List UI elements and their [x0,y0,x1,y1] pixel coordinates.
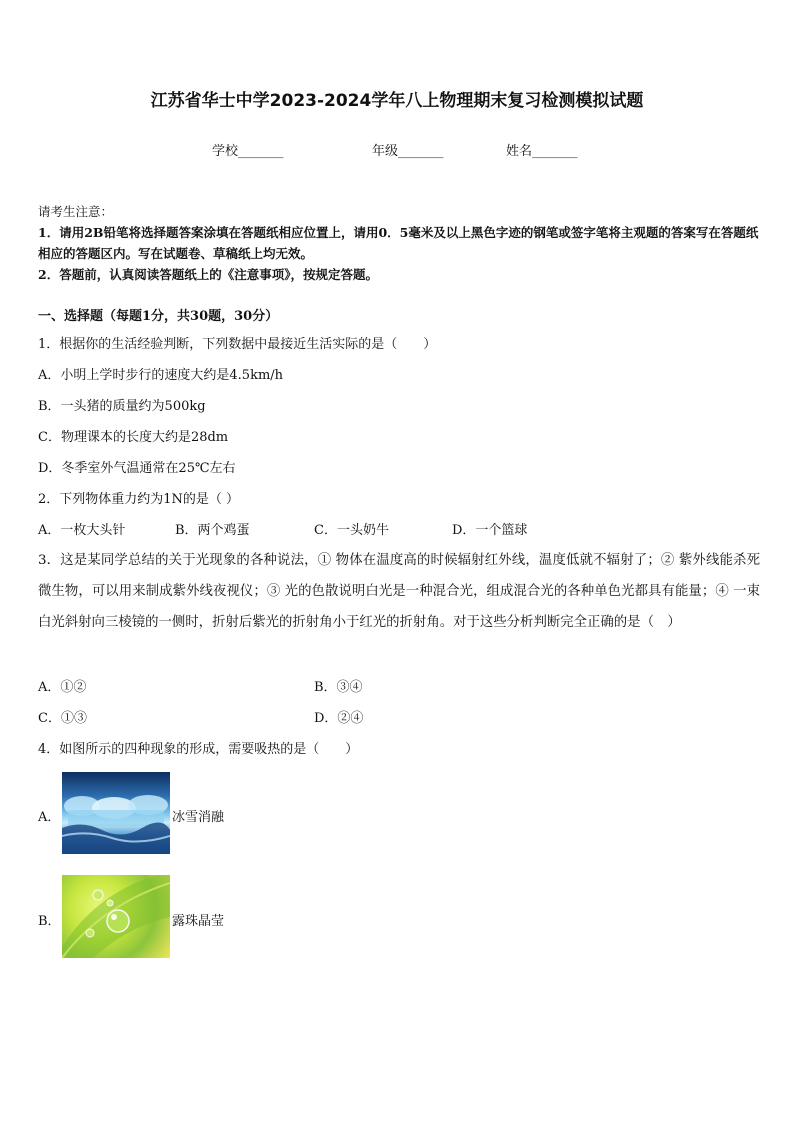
exam-title: 江苏省华士中学2023-2024学年八上物理期末复习检测模拟试题 [150,91,644,111]
question-3-stem: 3．这是某同学总结的关于光现象的各种说法，① 物体在温度高的时候辐射红外线，温度低就不辐射了；② 紫外线能杀死微生物，可以用来制成紫外线夜视仪；③ 光的色散说明白光是一种混合光，组成混合光的各种单色光都具有能量；④ 一束白光斜射向三棱镜的一侧时，折射后紫光的折射角小于红光的折射角。对于这些分析判断完全正确的是（ ） [38,553,760,630]
q1-option-d[interactable]: D．冬季室外气温通常在25℃左右 [38,461,236,476]
school-blank: _______ [238,144,284,159]
school-label: 学校 [212,144,239,159]
grade-label: 年级 [372,144,399,159]
name-label: 姓名 [506,144,533,159]
q3-option-c[interactable]: C．①③ [38,711,87,726]
name-field[interactable] [506,140,578,159]
grade-blank: _______ [398,144,444,159]
student-info-fields [0,140,794,160]
q4-option-a-letter[interactable]: A． [38,810,61,825]
question-2-stem: 2．下列物体重力约为1N的是（ ） [38,492,240,507]
q4-option-a-caption: 冰雪消融 [172,810,225,825]
dewdrops-on-leaf-picture [62,875,170,958]
school-field[interactable] [212,140,284,159]
question-4-stem: 4．如图所示的四种现象的形成，需要吸热的是（ ） [38,742,359,757]
q4-option-b-caption: 露珠晶莹 [172,914,225,929]
melting-ice-waterfall-picture [62,772,170,854]
q3-option-b[interactable]: B．③④ [314,680,363,695]
grade-field[interactable] [372,140,444,159]
q4-option-a-image[interactable] [62,772,170,854]
notice-item-1: 1．请用2B铅笔将选择题答案涂填在答题纸相应位置上，请用0．5毫米及以上黑色字迹的钢笔或签字笔将主观题的答案写在答题纸相应的答题区内。写在试题卷、草稿纸上均无效。 [38,225,759,261]
notice-heading: 请考生注意： [38,204,114,219]
q1-option-b[interactable]: B．一头猪的质量约为500kg [38,399,206,414]
q2-option-b[interactable]: B．两个鸡蛋 [175,523,250,538]
q3-option-a[interactable]: A．①② [38,680,87,695]
name-blank: _______ [532,144,578,159]
notice-block [38,201,760,285]
q1-option-c[interactable]: C．物理课本的长度大约是28dm [38,430,229,445]
q2-option-a[interactable]: A．一枚大头针 [38,523,126,538]
q4-option-b-letter[interactable]: B． [38,914,61,929]
q4-option-b-image[interactable] [62,875,170,958]
q3-option-d[interactable]: D．②④ [314,711,364,726]
q1-option-a[interactable]: A．小明上学时步行的速度大约是4.5km/h [38,368,284,383]
notice-item-2: 2．答题前，认真阅读答题纸上的《注意事项》，按规定答题。 [38,267,378,282]
question-1-stem: 1．根据你的生活经验判断，下列数据中最接近生活实际的是（ ） [38,337,437,352]
section-title: 一、选择题（每题1分，共30题，30分） [38,309,279,324]
q2-option-d[interactable]: D．一个篮球 [452,523,528,538]
q2-option-c[interactable]: C．一头奶牛 [314,523,389,538]
